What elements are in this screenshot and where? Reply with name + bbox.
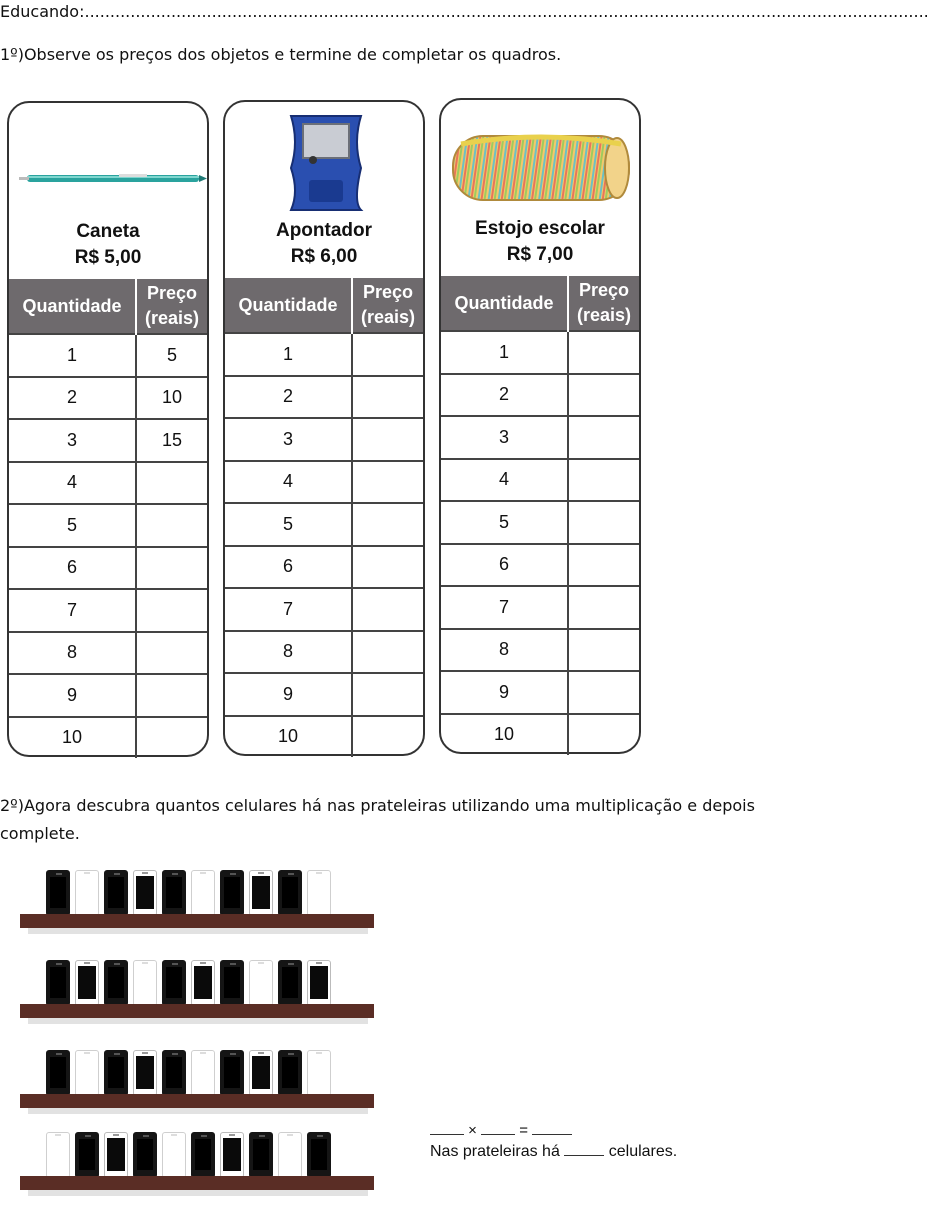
equals-sign: = [519, 1122, 529, 1139]
answer-sentence [430, 1143, 677, 1161]
pen-image [9, 103, 207, 213]
rows [9, 334, 207, 758]
answer-blank[interactable] [564, 1143, 604, 1156]
shelf-shadow [28, 1108, 368, 1114]
phone-icon [104, 960, 128, 1006]
phone-icon [75, 960, 99, 1006]
phone-icon [133, 960, 157, 1006]
price-table [441, 276, 639, 755]
product-blank[interactable] [532, 1122, 572, 1135]
shelf-board [20, 1176, 374, 1190]
price-cell[interactable] [568, 586, 639, 629]
answer-before: Nas prateleiras há [430, 1143, 560, 1160]
price-cell[interactable] [352, 673, 423, 716]
price-cell[interactable] [136, 504, 207, 547]
price-table [225, 278, 423, 757]
table-row [9, 334, 207, 377]
table-row [225, 503, 423, 546]
quantity-cell: 3 [441, 416, 568, 459]
quantity-cell: 5 [441, 501, 568, 544]
quantity-cell: 6 [441, 544, 568, 587]
price-cell[interactable] [136, 717, 207, 759]
table-row [441, 374, 639, 417]
table-row [441, 544, 639, 587]
phone-icon [278, 960, 302, 1006]
phone-icon [133, 1132, 157, 1178]
phone-icon [162, 960, 186, 1006]
quantity-cell: 8 [441, 629, 568, 672]
header-quantidade: Quantidade [225, 278, 352, 333]
quantity-cell: 3 [9, 419, 136, 462]
phone-icon [46, 960, 70, 1006]
phone-icon [46, 870, 70, 916]
table-row [225, 673, 423, 716]
quantity-cell: 1 [441, 331, 568, 374]
quantity-cell: 8 [9, 632, 136, 675]
table-row [225, 716, 423, 758]
table-row [225, 418, 423, 461]
phone-icon [162, 870, 186, 916]
answer-after: celulares. [608, 1143, 678, 1160]
phone-icon [249, 1132, 273, 1178]
phone-icon [220, 870, 244, 916]
card-name: Apontador [275, 220, 373, 241]
shelf-shadow [28, 1190, 368, 1196]
table-row [225, 333, 423, 376]
price-cell[interactable] [136, 462, 207, 505]
quantity-cell: 2 [225, 376, 352, 419]
quantity-cell: 8 [225, 631, 352, 674]
price-cell[interactable] [352, 588, 423, 631]
phone-icon [278, 1132, 302, 1178]
quantity-cell: 1 [9, 334, 136, 377]
table-row [441, 586, 639, 629]
phone-icon [220, 1050, 244, 1096]
phone-icon [75, 870, 99, 916]
quantity-cell: 6 [9, 547, 136, 590]
price-cell[interactable] [568, 459, 639, 502]
price-cell[interactable]: 15 [136, 419, 207, 462]
price-cell[interactable] [568, 629, 639, 672]
card-caneta [7, 101, 209, 757]
multiplication-equation [430, 1122, 572, 1139]
quantity-cell: 7 [441, 586, 568, 629]
card-price: R$ 7,00 [506, 244, 574, 265]
card-name: Estojo escolar [475, 218, 605, 239]
price-cell[interactable] [352, 631, 423, 674]
card-apontador [223, 100, 425, 756]
shelf-shadow [28, 1018, 368, 1024]
price-cell[interactable] [136, 674, 207, 717]
price-cell[interactable] [352, 503, 423, 546]
price-cell[interactable] [352, 461, 423, 504]
phone-icon [307, 870, 331, 916]
phone-icon [104, 1050, 128, 1096]
question-2: 2º)Agora descubra quantos celulares há nas prateleiras utilizando uma multiplicação e depois complete. [0, 796, 755, 843]
shelf [20, 1118, 374, 1204]
phone-icon [191, 870, 215, 916]
quantity-cell: 7 [9, 589, 136, 632]
price-table [9, 279, 207, 758]
name-dots: ...................................................................................................................................................................... [84, 2, 929, 21]
phone-icon [249, 870, 273, 916]
table-row [441, 671, 639, 714]
header-preco: Preço (reais) [568, 276, 639, 331]
table-row [225, 546, 423, 589]
phone-icon [133, 1050, 157, 1096]
times-sign: × [468, 1122, 477, 1139]
question-1: 1º)Observe os preços dos objetos e termine de completar os quadros. [0, 45, 562, 64]
phone-icon [75, 1050, 99, 1096]
quantity-cell: 10 [225, 716, 352, 758]
table-row [9, 377, 207, 420]
card-name: Caneta [76, 221, 140, 242]
price-cell[interactable] [136, 547, 207, 590]
quantity-cell: 4 [441, 459, 568, 502]
table-row [225, 376, 423, 419]
quantity-cell: 10 [9, 717, 136, 759]
table-row [9, 589, 207, 632]
rows [225, 333, 423, 757]
price-cell[interactable] [352, 546, 423, 589]
table-row [441, 459, 639, 502]
price-cell[interactable] [136, 589, 207, 632]
price-cell[interactable] [352, 716, 423, 758]
factor-2-blank[interactable] [481, 1122, 515, 1135]
table-row [441, 331, 639, 374]
phone-icon [104, 1132, 128, 1178]
phone-icon [162, 1132, 186, 1178]
quantity-cell: 10 [441, 714, 568, 756]
table-row [225, 588, 423, 631]
quantity-cell: 6 [225, 546, 352, 589]
shelf-board [20, 1094, 374, 1108]
phone-icon [220, 960, 244, 1006]
price-cell[interactable] [568, 671, 639, 714]
quantity-cell: 9 [441, 671, 568, 714]
price-cell[interactable] [568, 501, 639, 544]
phone-icon [307, 1050, 331, 1096]
shelf [20, 1036, 374, 1122]
sharpener-image [225, 102, 423, 212]
table-row [441, 629, 639, 672]
price-cell[interactable]: 5 [136, 334, 207, 377]
table-row [9, 547, 207, 590]
phone-icon [278, 870, 302, 916]
quantity-cell: 5 [225, 503, 352, 546]
quantity-cell: 4 [225, 461, 352, 504]
card-estojo [439, 98, 641, 754]
phone-icon [220, 1132, 244, 1178]
quantity-cell: 1 [225, 333, 352, 376]
price-cell[interactable] [568, 416, 639, 459]
price-cell[interactable] [568, 374, 639, 417]
header-preco: Preço (reais) [136, 279, 207, 334]
price-cell[interactable] [352, 333, 423, 376]
phone-icon [46, 1050, 70, 1096]
table-row [441, 501, 639, 544]
phone-icon [46, 1132, 70, 1178]
table-row [9, 462, 207, 505]
quantity-cell: 9 [9, 674, 136, 717]
price-cell[interactable] [136, 632, 207, 675]
quantity-cell: 9 [225, 673, 352, 716]
table-row [225, 461, 423, 504]
phone-icon [191, 960, 215, 1006]
phone-icon [191, 1132, 215, 1178]
shelf-shadow [28, 928, 368, 934]
table-row [9, 674, 207, 717]
header-quantidade: Quantidade [441, 276, 568, 331]
table-row [441, 416, 639, 459]
price-cell[interactable] [568, 714, 639, 756]
price-cell[interactable] [352, 376, 423, 419]
phone-icon [75, 1132, 99, 1178]
card-price: R$ 5,00 [74, 247, 142, 268]
price-cell[interactable] [568, 544, 639, 587]
card-price: R$ 6,00 [290, 246, 358, 267]
shelf-board [20, 1004, 374, 1018]
student-label: Educando: [0, 2, 85, 21]
shelf-board [20, 914, 374, 928]
quantity-cell: 2 [9, 377, 136, 420]
factor-1-blank[interactable] [430, 1122, 464, 1135]
student-name-line [0, 2, 929, 21]
phone-icon [307, 960, 331, 1006]
phone-icon [191, 1050, 215, 1096]
phone-icon [278, 1050, 302, 1096]
phone-icon [162, 1050, 186, 1096]
quantity-cell: 3 [225, 418, 352, 461]
header-quantidade: Quantidade [9, 279, 136, 334]
phone-icon [249, 960, 273, 1006]
table-row [9, 632, 207, 675]
phone-icon [307, 1132, 331, 1178]
quantity-cell: 5 [9, 504, 136, 547]
shelf [20, 856, 374, 942]
shelf [20, 946, 374, 1032]
table-row [225, 631, 423, 674]
phone-icon [104, 870, 128, 916]
price-cell[interactable] [568, 331, 639, 374]
phone-icon [133, 870, 157, 916]
rows [441, 331, 639, 755]
price-cell[interactable] [352, 418, 423, 461]
price-cell[interactable]: 10 [136, 377, 207, 420]
table-row [9, 504, 207, 547]
quantity-cell: 4 [9, 462, 136, 505]
quantity-cell: 2 [441, 374, 568, 417]
quantity-cell: 7 [225, 588, 352, 631]
table-row [9, 717, 207, 759]
table-row [441, 714, 639, 756]
pencil-case-image [441, 100, 639, 210]
header-preco: Preço (reais) [352, 278, 423, 333]
phone-icon [249, 1050, 273, 1096]
table-row [9, 419, 207, 462]
